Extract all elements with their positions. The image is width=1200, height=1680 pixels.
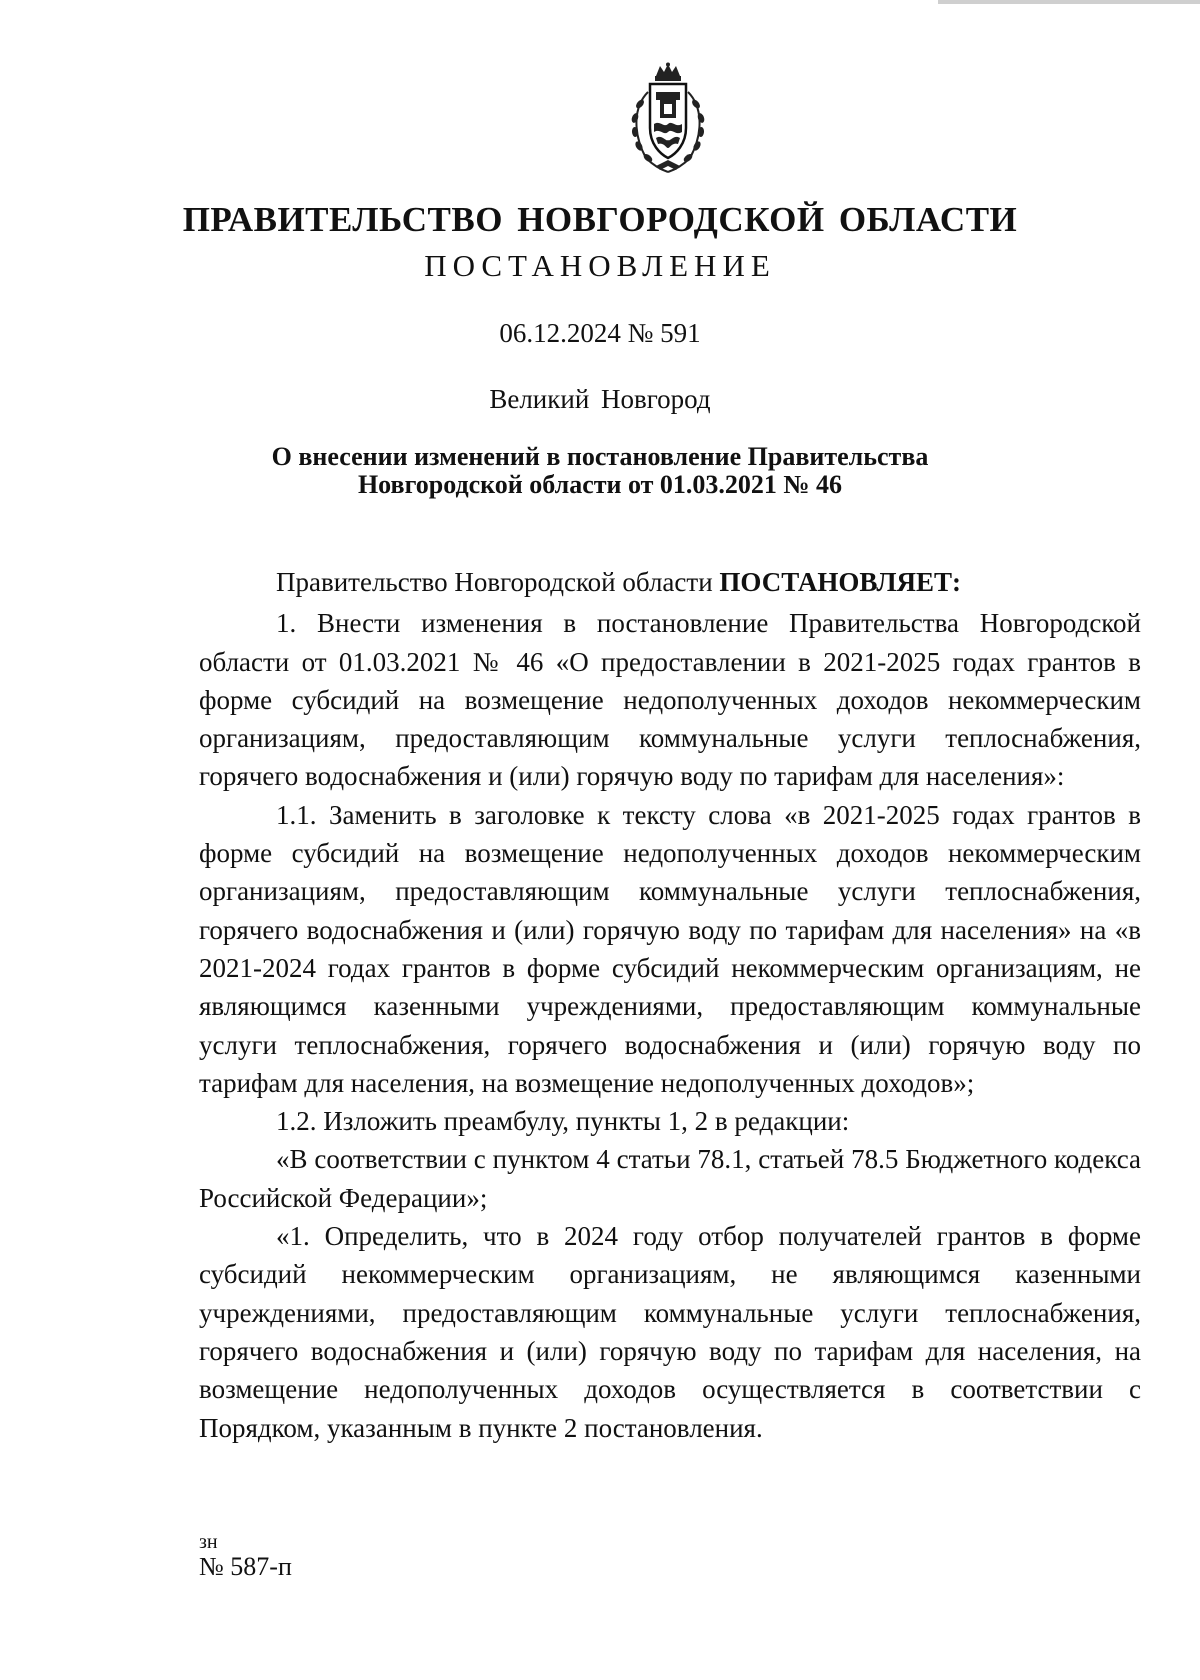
resolution-lead <box>199 563 1141 601</box>
organization-title: ПРАВИТЕЛЬСТВО НОВГОРОДСКОЙ ОБЛАСТИ <box>182 200 1018 239</box>
document-date-number: 06.12.2024 № 591 <box>499 318 701 348</box>
footer-number: № 587-п <box>199 1552 292 1581</box>
document-type: ПОСТАНОВЛЕНИЕ <box>424 248 776 283</box>
document-body <box>199 563 1141 1447</box>
paragraph-1-2: 1.2. Изложить преамбулу, пункты 1, 2 в редакции: <box>276 1106 850 1137</box>
document-subject <box>0 443 1200 499</box>
paragraph-1: 1. Внести изменения в постановление Правительства Новгородской области от 01.03.2021 № 46 «О предоставлении в 2021-2025 годах грантов в форме субсидий на возмещение недополученных доходов некоммерческим организациям, предоставляющим коммунальные услуги теплоснабжения, горячего водоснабжения и (или) горячую воду по тарифам для населения»: <box>199 608 1141 792</box>
subject-line-1: О внесении изменений в постановление Правительства <box>271 442 929 471</box>
scan-edge-mark <box>938 0 1200 4</box>
paragraph-1-1: 1.1. Заменить в заголовке к тексту слова «в 2021-2025 годах грантов в форме субсидий на возмещение недополученных доходов некоммерческим организациям, предоставляющим коммунальные услуги теплоснабжения, горячего водоснабжения и (или) горячую воду по тарифам для населения» на «в 2021-2024 годах грантов в форме субсидий некоммерческим организациям, не являющимся казенными учреждениями, предоставляющим коммунальные услуги теплоснабжения, горячего водоснабжения и (или) горячую воду по тарифам для населения, на возмещение недополученных доходов»; <box>199 799 1141 1098</box>
subject-line-2: Новгородской области от 01.03.2021 № 46 <box>357 470 843 499</box>
lead-keyword: ПОСТАНОВЛЯЕТ: <box>719 567 961 597</box>
footer-code: зн <box>199 1531 218 1553</box>
document-city: Великий Новгород <box>489 384 711 414</box>
lead-text: Правительство Новгородской области <box>276 567 720 597</box>
coat-of-arms-emblem <box>626 62 710 174</box>
paragraph-preamble-quote: «В соответствии с пунктом 4 статьи 78.1, статьей 78.5 Бюджетного кодекса Российской Федерации»; <box>199 1144 1141 1213</box>
paragraph-point-1-quote: «1. Определить, что в 2024 году отбор получателей грантов в форме субсидий некоммерческим организациям, не являющимся казенными учреждениями, предоставляющим коммунальные услуги теплоснабжения, горячего водоснабжения и (или) горячую воду по тарифам для населения, на возмещение недополученных доходов осуществляется в соответствии с Порядком, указанным в пункте 2 постановления. <box>199 1221 1141 1443</box>
